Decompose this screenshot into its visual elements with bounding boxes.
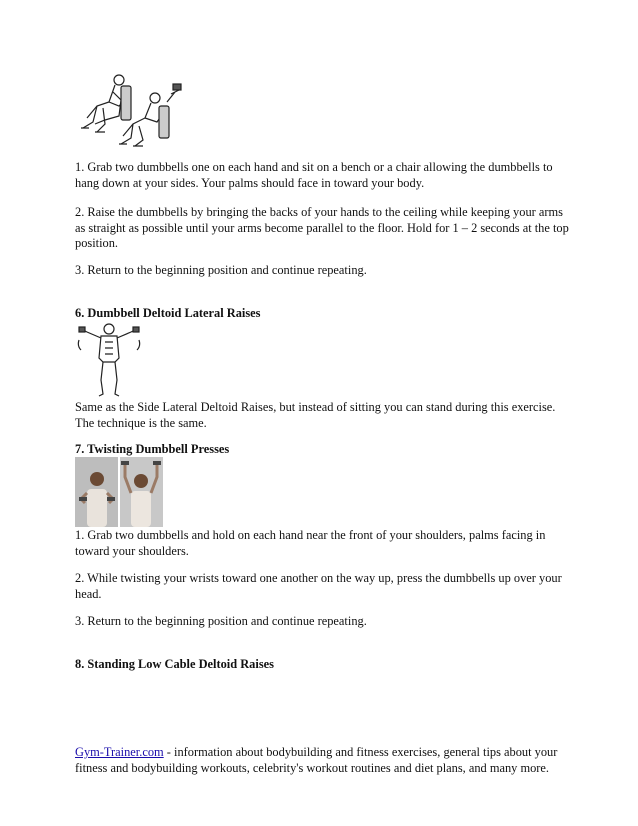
- section7-step3: 3. Return to the beginning position and continue repeating.: [75, 614, 367, 628]
- section6-heading: 6. Dumbbell Deltoid Lateral Raises: [75, 306, 261, 320]
- section7-step1: 1. Grab two dumbbells and hold on each hand near the front of your shoulders, palms facing in toward your shoulders.: [75, 528, 546, 558]
- section5-step2: 2. Raise the dumbbells by bringing the backs of your hands to the ceiling while keeping your arms as straight as possible until your arms become parallel to the floor. Hold for 1 – 2 seconds at the top position.: [75, 205, 569, 251]
- footer-text: [75, 745, 575, 776]
- footer-description: - information about bodybuilding and fitness exercises, general tips about your fitness and bodybuilding workouts, celebrity's workout routines and diet plans, and many more.: [75, 745, 558, 775]
- section5-step1: 1. Grab two dumbbells one on each hand and sit on a bench or a chair allowing the dumbbells to hang down at your sides. Your palms should face in toward your body.: [75, 160, 553, 190]
- section7-heading: 7. Twisting Dumbbell Presses: [75, 442, 230, 456]
- section7-step2: 2. While twisting your wrists toward one another on the way up, press the dumbbells up over your head.: [75, 571, 562, 601]
- section5-step3: 3. Return to the beginning position and continue repeating.: [75, 263, 367, 277]
- section6-text: Same as the Side Lateral Deltoid Raises, but instead of sitting you can stand during this exercise. The technique is the same.: [75, 400, 556, 430]
- seated-raise-illustration: [75, 72, 185, 148]
- section8-heading: 8. Standing Low Cable Deltoid Raises: [75, 657, 274, 671]
- gym-trainer-link[interactable]: Gym-Trainer.com: [75, 745, 164, 759]
- twisting-press-photo: [75, 457, 163, 527]
- standing-lateral-raise-illustration: [75, 322, 143, 398]
